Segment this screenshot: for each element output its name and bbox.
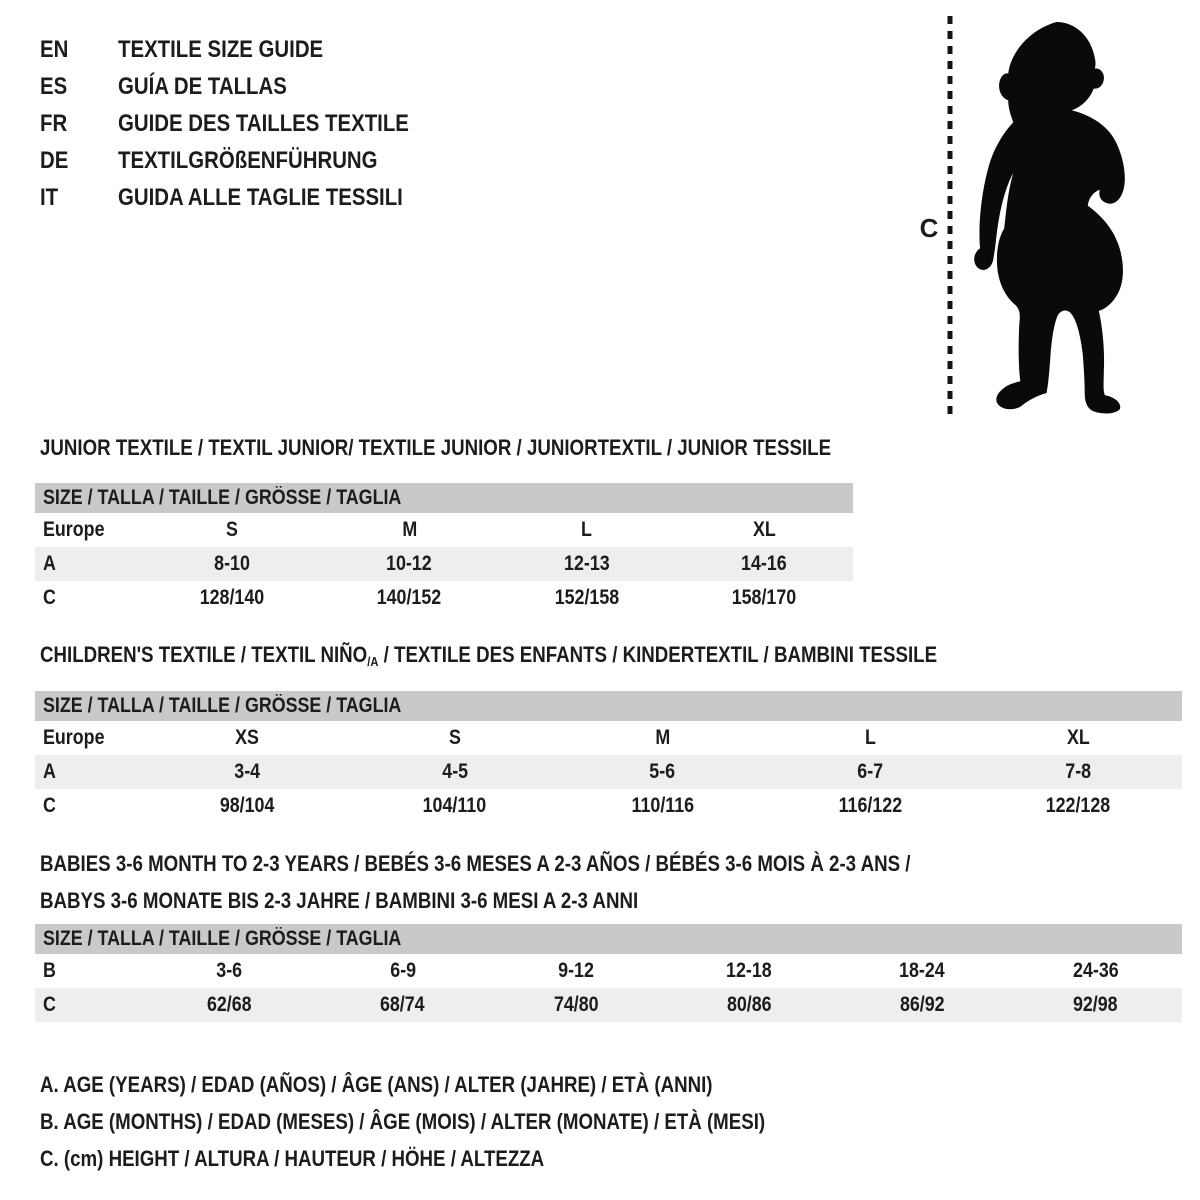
language-row-de — [40, 142, 460, 179]
table-row-height — [35, 581, 853, 615]
language-title: TEXTILGRÖßENFÜHRUNG — [118, 146, 378, 174]
language-row-fr — [40, 105, 460, 142]
language-code: FR — [40, 109, 68, 137]
height-cell: 140/152 — [376, 586, 442, 609]
row-label: Europe — [43, 726, 105, 749]
babies-title-line1: BABIES 3-6 MONTH TO 2-3 YEARS / BEBÉS 3-6 MESES A 2-3 AÑOS / BÉBÉS 3-6 MOIS À 2-3 ANS / — [40, 851, 911, 876]
height-cell: 62/68 — [207, 993, 252, 1016]
table-row-europe — [35, 721, 1182, 755]
table-row-age — [35, 755, 1182, 789]
age-cell: 14-16 — [741, 552, 788, 575]
language-row-es — [40, 68, 460, 105]
height-cell: 104/110 — [422, 794, 487, 817]
table-row-age — [35, 547, 853, 581]
language-code: ES — [40, 72, 68, 100]
babies-size-table — [35, 924, 1182, 1022]
height-cell: 116/122 — [838, 794, 903, 817]
age-cell: 18-24 — [899, 959, 946, 982]
row-label: C — [43, 794, 56, 817]
height-cell: 74/80 — [553, 993, 599, 1016]
junior-section-title: JUNIOR TEXTILE / TEXTIL JUNIOR/ TEXTILE JUNIOR / JUNIORTEXTIL / JUNIOR TESSILE — [40, 435, 832, 460]
babies-section-title — [40, 845, 1064, 919]
age-cell: 12-18 — [726, 959, 772, 982]
language-code: DE — [40, 146, 69, 174]
language-title: GUIDE DES TAILLES TEXTILE — [118, 109, 409, 137]
language-title: GUÍA DE TALLAS — [118, 72, 287, 100]
size-header-label: SIZE / TALLA / TAILLE / GRÖSSE / TAGLIA — [43, 927, 402, 950]
legend-line-c: C. (cm) HEIGHT / ALTURA / HAUTEUR / HÖHE / ALTEZZA — [40, 1146, 545, 1171]
age-cell: 4-5 — [441, 760, 468, 783]
language-code: EN — [40, 35, 69, 63]
dashed-height-line-icon — [946, 14, 954, 418]
row-label: C — [43, 586, 56, 609]
height-cell: 80/86 — [726, 993, 772, 1016]
language-list — [40, 31, 460, 216]
babies-title-line2: BABYS 3-6 MONATE BIS 2-3 JAHRE / BAMBINI 3-6 MESI A 2-3 ANNI — [40, 888, 639, 913]
size-cell: M — [655, 726, 670, 749]
row-label: C — [43, 993, 56, 1016]
language-row-it — [40, 179, 460, 216]
age-cell: 6-9 — [389, 959, 416, 982]
table-row-height — [35, 789, 1182, 823]
age-cell: 5-6 — [649, 760, 676, 783]
age-cell: 3-6 — [216, 959, 243, 982]
junior-size-table — [35, 483, 853, 615]
height-cell: 110/116 — [631, 794, 694, 817]
table-row-age-months — [35, 954, 1182, 988]
table-row-height — [35, 988, 1182, 1022]
height-cell: 68/74 — [380, 993, 426, 1016]
height-cell: 98/104 — [219, 794, 275, 817]
age-cell: 12-13 — [563, 552, 610, 575]
size-cell: M — [401, 518, 417, 541]
size-header-label: SIZE / TALLA / TAILLE / GRÖSSE / TAGLIA — [43, 486, 402, 509]
row-label: B — [43, 959, 56, 982]
language-row-en — [40, 31, 460, 68]
height-cell: 158/170 — [731, 586, 797, 609]
size-cell: S — [225, 518, 238, 541]
row-label: A — [43, 760, 56, 783]
age-cell: 6-7 — [857, 760, 884, 783]
language-title: GUIDA ALLE TAGLIE TESSILI — [118, 183, 403, 211]
height-cell: 86/92 — [899, 993, 945, 1016]
height-cell: 152/158 — [554, 586, 620, 609]
row-label: Europe — [43, 518, 105, 541]
toddler-silhouette-icon — [968, 16, 1134, 418]
table-header-band — [35, 691, 1182, 721]
table-row-europe — [35, 513, 853, 547]
size-cell: L — [864, 726, 876, 749]
age-cell: 9-12 — [558, 959, 594, 982]
height-measure-figure — [908, 0, 1198, 430]
language-code: IT — [40, 183, 59, 211]
age-cell: 24-36 — [1072, 959, 1119, 982]
table-header-band — [35, 483, 853, 513]
height-cell: 92/98 — [1073, 993, 1118, 1016]
children-size-table — [35, 691, 1182, 823]
language-title: TEXTILE SIZE GUIDE — [118, 35, 324, 63]
children-section-title: CHILDREN'S TEXTILE / TEXTIL NIÑO/A / TEXTILE DES ENFANTS / KINDERTEXTIL / BAMBINI TESSILE — [40, 642, 938, 669]
legend-line-a: A. AGE (YEARS) / EDAD (AÑOS) / ÂGE (ANS) / ALTER (JAHRE) / ETÀ (ANNI) — [40, 1072, 713, 1097]
size-cell: XL — [752, 518, 776, 541]
legend-line-b: B. AGE (MONTHS) / EDAD (MESES) / ÂGE (MOIS) / ALTER (MONATE) / ETÀ (MESI) — [40, 1109, 766, 1134]
size-cell: S — [448, 726, 461, 749]
height-cell: 128/140 — [199, 586, 265, 609]
age-cell: 3-4 — [233, 760, 260, 783]
size-cell: L — [581, 518, 593, 541]
size-cell: XL — [1066, 726, 1090, 749]
size-header-label: SIZE / TALLA / TAILLE / GRÖSSE / TAGLIA — [43, 694, 402, 717]
row-label: A — [43, 552, 56, 575]
age-cell: 7-8 — [1065, 760, 1091, 783]
age-cell: 10-12 — [386, 552, 433, 575]
title-subscript: /A — [367, 653, 379, 669]
size-cell: XS — [234, 726, 259, 749]
table-header-band — [35, 924, 1182, 954]
height-label-c: C — [919, 213, 939, 243]
age-cell: 8-10 — [213, 552, 250, 575]
height-cell: 122/128 — [1045, 794, 1111, 817]
